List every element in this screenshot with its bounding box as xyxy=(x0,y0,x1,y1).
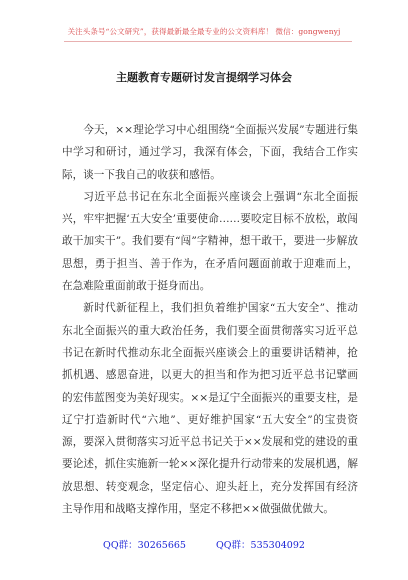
header-banner: 关注头条号“公文研究”，获得最新最全最专业的公文资料库！ 微信：gongwenyj xyxy=(67,27,341,36)
document-title: 主题教育专题研讨发言提纲学习体会 xyxy=(116,71,292,84)
header-divider xyxy=(64,41,352,42)
paragraph-mission: 新时代新征程上，我们担负着维护国家“五大安全”、推动东北全面振兴的重大政治任务，我们要全面贯彻落实习近平总书记在新时代推动东北全面振兴座谈会上的重要讲话精神，抢抓机遇、感恩奋进，以更大的担当和作为把习近平总书记擘画的宏伟蓝图变为美好现实。××是辽宁全面振兴的重要支柱，是辽宁打造新时代“六地”、更好维护国家“五大安全”的宝贵资源，要深入贯彻落实习近平总书记关于××发展和党的建设的重要论述，抓住实施新一轮××深化提升行动带来的发展机遇，解放思想、转变观念，坚定信心、迎头赶上，充分发挥国有经济主导作用和战略支撑作用，坚定不移把××做强做优做大。 xyxy=(62,302,358,516)
paragraph-intro: 今天，××理论学习中心组围绕“全面振兴发展”专题进行集中学习和研讨，通过学习，我深有体会，下面，我结合工作实际，谈一下我自己的收获和感悟。 xyxy=(62,124,358,181)
footer-contact xyxy=(0,537,408,551)
footer-qq-group-1: QQ群：30265665 xyxy=(103,540,186,551)
paragraph-quote: 习近平总书记在东北全面振兴座谈会上强调“东北全面振兴，牢牢把握‘五大安全’重要使命……要咬定目标不放松，敢闯敢干加实干”。我们要有“闯”字精神，想干敢干，要进一步解放思想，勇于担当、善于作为，在矛盾问题面前敢于迎难而上，在急难险重面前敢于挺身而出。 xyxy=(62,190,358,293)
document-body xyxy=(62,119,358,520)
footer-qq-group-2: QQ群：535304092 xyxy=(215,540,305,551)
